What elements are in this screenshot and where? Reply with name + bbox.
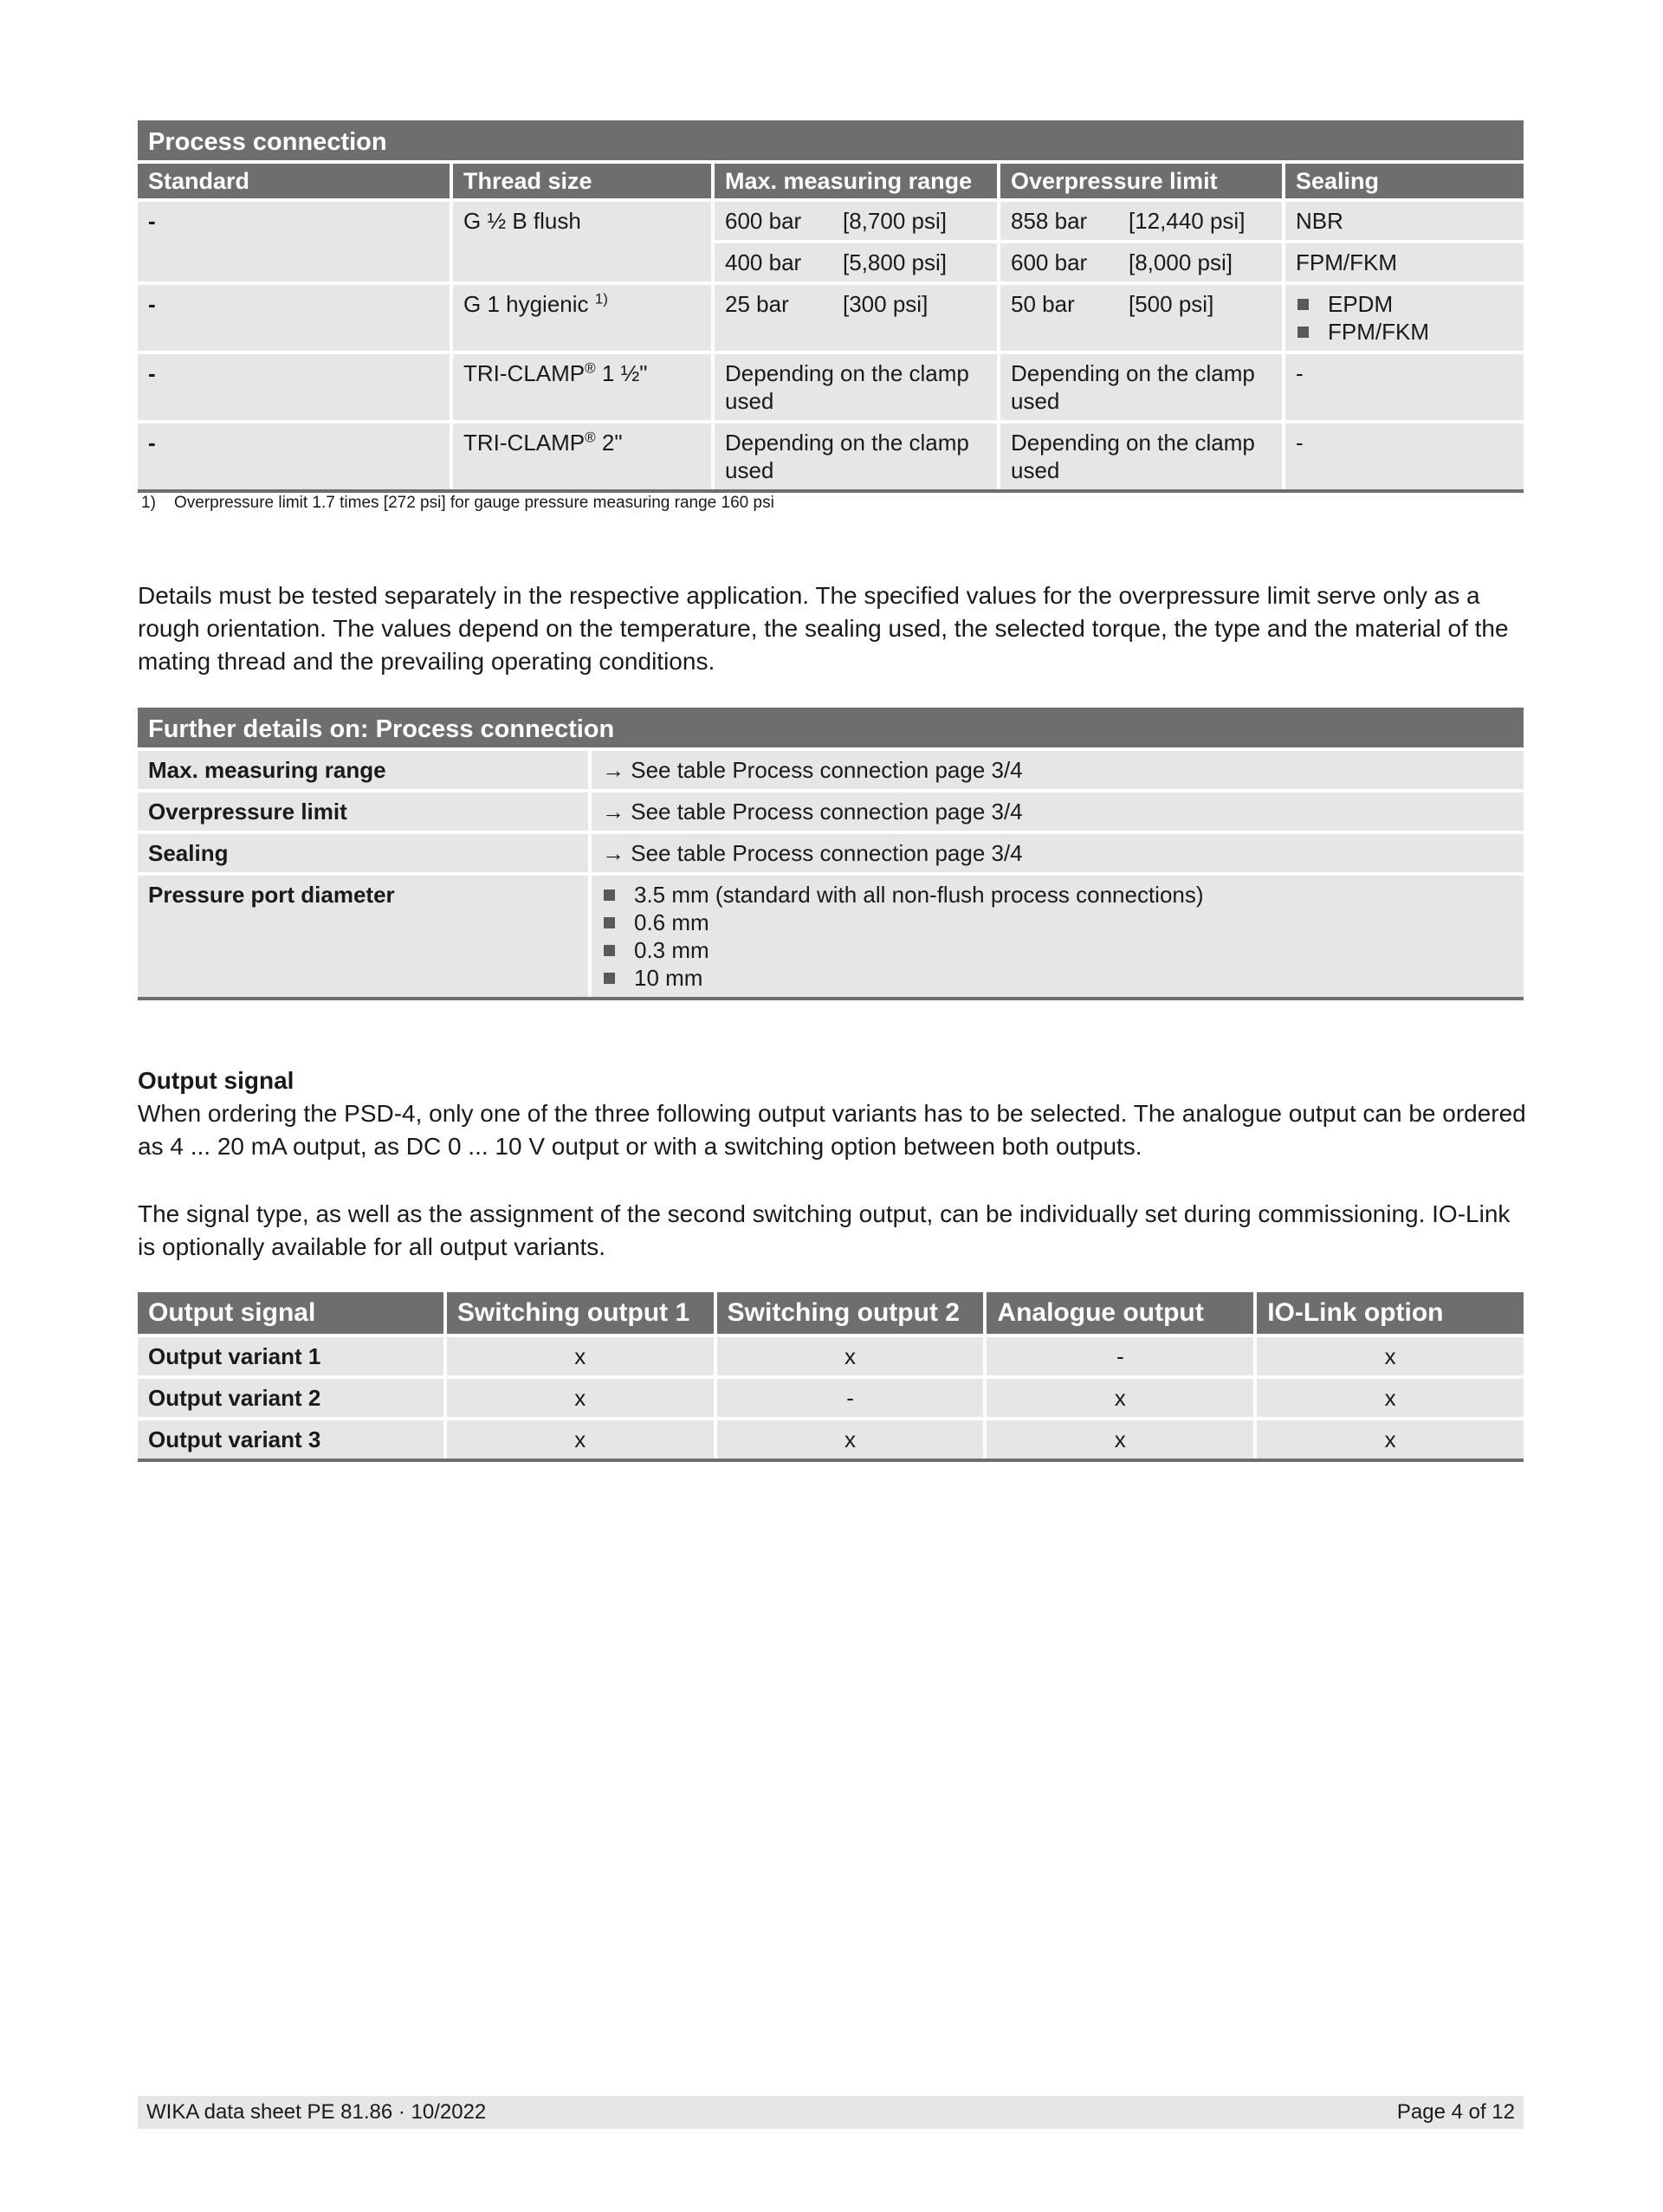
range-cell: 25 bar [300 psi]	[715, 285, 997, 351]
output-paragraph-1: When ordering the PSD-4, only one of the three following output variants has to be selected. The analogue output can be ordered as 4 ... 20 mA output, as DC 0 ... 10 V output or with a switching option between both outputs.	[138, 1100, 1526, 1160]
thread-cell: TRI-CLAMP® 1 ½"	[453, 354, 711, 420]
table-cell: x	[987, 1379, 1253, 1417]
overpressure-cell: 858 bar [12,440 psi]	[1000, 202, 1282, 240]
section-heading: Output signal	[138, 1067, 294, 1094]
square-bullet-icon	[604, 945, 615, 956]
standard-cell: -	[138, 424, 450, 489]
table-row	[138, 202, 1524, 240]
thread-cell: G ½ B flush	[453, 202, 711, 281]
overpressure-cell: Depending on the clamp used	[1000, 354, 1282, 420]
table-row	[138, 1420, 1524, 1458]
table-row	[138, 1379, 1524, 1417]
table-cell: -	[717, 1379, 984, 1417]
table-row	[138, 751, 1524, 789]
sealing-cell: EPDM FPM/FKM	[1285, 285, 1524, 351]
datasheet-reference: WIKA data sheet PE 81.86 · 10/2022	[146, 2100, 487, 2124]
standard-cell: -	[138, 354, 450, 420]
table-caption: Process connection	[138, 120, 1524, 160]
row-label: Overpressure limit	[138, 792, 588, 831]
column-header: Switching output 1	[447, 1292, 714, 1334]
table-caption: Further details on: Process connection	[138, 708, 1524, 747]
row-value: → See table Process connection page 3/4	[592, 834, 1524, 872]
process-connection-table	[138, 117, 1524, 493]
footnote: 1) Overpressure limit 1.7 times [272 psi] for gauge pressure measuring range 160 psi	[141, 494, 774, 512]
overpressure-cell: 50 bar [500 psi]	[1000, 285, 1282, 351]
column-header: IO-Link option	[1257, 1292, 1524, 1334]
range-cell: Depending on the clamp used	[715, 354, 997, 420]
column-header: Sealing	[1285, 164, 1524, 198]
output-paragraph-2: The signal type, as well as the assignment of the second switching output, can be individually set during commissioning. IO-Link is optionally available for all output variants.	[138, 1200, 1511, 1260]
output-signal-table	[138, 1289, 1524, 1462]
column-header: Output signal	[138, 1292, 443, 1334]
thread-cell: G 1 hygienic $^{1)}$	[453, 285, 711, 351]
row-value: → See table Process connection page 3/4	[592, 751, 1524, 789]
table-row	[138, 285, 1524, 351]
table-cell: x	[1257, 1379, 1524, 1417]
row-label: Output variant 1	[138, 1337, 443, 1375]
table-cell: x	[447, 1337, 714, 1375]
table-cell: x	[447, 1379, 714, 1417]
row-label: Pressure port diameter	[138, 876, 588, 997]
range-cell: Depending on the clamp used	[715, 424, 997, 489]
sealing-cell: NBR	[1285, 202, 1524, 240]
table-row	[138, 834, 1524, 872]
table-cell: x	[717, 1420, 984, 1458]
row-label: Sealing	[138, 834, 588, 872]
overpressure-cell: 600 bar [8,000 psi]	[1000, 243, 1282, 281]
column-header: Switching output 2	[717, 1292, 984, 1334]
row-label: Max. measuring range	[138, 751, 588, 789]
standard-cell: -	[138, 202, 450, 281]
column-header: Max. measuring range	[715, 164, 997, 198]
sealing-cell: FPM/FKM	[1285, 243, 1524, 281]
table-bottom-rule	[138, 997, 1524, 1000]
square-bullet-icon	[1297, 327, 1309, 338]
row-value: 3.5 mm (standard with all non-flush process connections) 0.6 mm 0.3 mm 10 mm	[592, 876, 1524, 997]
table-cell: -	[987, 1337, 1253, 1375]
table-bottom-rule	[138, 489, 1524, 493]
column-header: Analogue output	[987, 1292, 1253, 1334]
square-bullet-icon	[604, 973, 615, 984]
table-cell: x	[987, 1420, 1253, 1458]
table-cell: x	[717, 1337, 984, 1375]
page-number: Page 4 of 12	[1396, 2100, 1515, 2124]
table-bottom-rule	[138, 1458, 1524, 1462]
square-bullet-icon	[1297, 299, 1309, 310]
square-bullet-icon	[604, 889, 615, 901]
column-header: Standard	[138, 164, 450, 198]
row-label: Output variant 3	[138, 1420, 443, 1458]
table-row	[138, 792, 1524, 831]
standard-cell: -	[138, 285, 450, 351]
table-row	[138, 1337, 1524, 1375]
row-label: Output variant 2	[138, 1379, 443, 1417]
column-header: Overpressure limit	[1000, 164, 1282, 198]
table-row	[138, 354, 1524, 420]
table-row	[138, 876, 1524, 997]
range-cell: 600 bar [8,700 psi]	[715, 202, 997, 240]
table-cell: x	[1257, 1420, 1524, 1458]
page-footer	[138, 2096, 1524, 2129]
further-details-table	[138, 704, 1524, 1000]
column-header: Thread size	[453, 164, 711, 198]
details-paragraph: Details must be tested separately in the respective application. The specified values for the overpressure limit serve only as a rough orientation. The values depend on the temperature, the sealing used, the selected torque, the type and the material of the mating thread and the prevailing operating conditions.	[138, 582, 1509, 675]
sealing-cell: -	[1285, 424, 1524, 489]
table-row	[138, 424, 1524, 489]
sealing-cell: -	[1285, 354, 1524, 420]
output-signal-section	[138, 1064, 1532, 1163]
table-cell: x	[447, 1420, 714, 1458]
row-value: → See table Process connection page 3/4	[592, 792, 1524, 831]
square-bullet-icon	[604, 917, 615, 928]
range-cell: 400 bar [5,800 psi]	[715, 243, 997, 281]
table-cell: x	[1257, 1337, 1524, 1375]
overpressure-cell: Depending on the clamp used	[1000, 424, 1282, 489]
thread-cell: TRI-CLAMP® 2"	[453, 424, 711, 489]
